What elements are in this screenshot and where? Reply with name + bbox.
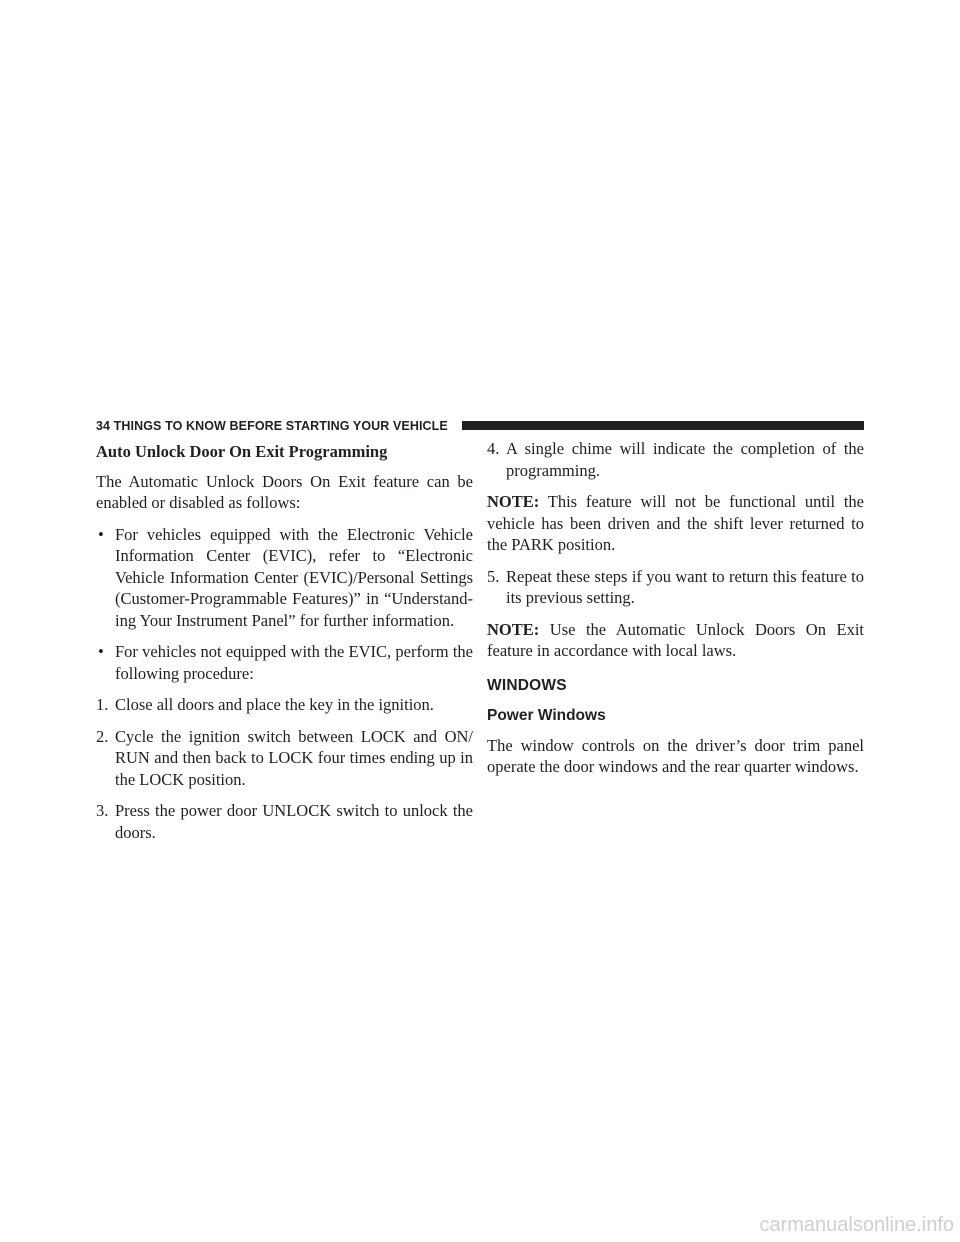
step-item [96,800,473,843]
page-header-text: 34 THINGS TO KNOW BEFORE STARTING YOUR VEHICLE [96,419,448,433]
bullet-text: For vehicles not equipped with the EVIC, perform the following procedure: [115,642,473,683]
step-number: 3. [96,801,109,820]
note-label: NOTE: [487,619,540,639]
watermark: carmanualsonline.info [759,1214,954,1236]
step-item [96,694,473,716]
step-item [96,726,473,791]
section-title: Auto Unlock Door On Exit Programming [96,442,388,461]
bullet-dot-icon: • [98,642,104,661]
note-label: NOTE: [487,492,540,511]
step-text: A single chime will indicate the completion of the programming. [506,439,864,480]
step-text: Repeat these steps if you want to return this feature to its previous setting. [506,566,864,607]
bullet-dot-icon: • [98,524,104,544]
page-header [96,419,864,433]
header-rule [462,421,864,430]
step-text: Close all doors and place the key in the ignition. [115,695,434,714]
section-heading-windows: WINDOWS [487,676,567,694]
left-column [96,438,473,853]
step-text: Cycle the ignition switch between LOCK and ON/ RUN and then back to LOCK four times ending up in the LOCK position. [115,726,473,789]
bullet-text: For vehicles equipped with the Electronic Vehicle Information Center (EVIC), refer to “Electronic Vehicle Information Center (EVIC)/Personal Settings (Customer-Programmable Features)” in “Understand-ing Your Instrument Panel” for further information. [115,524,473,630]
note-paragraph [487,619,864,662]
note-text: Use the Automatic Unlock Doors On Exit feature in accordance with local laws. [487,619,864,660]
note-text: This feature will not be functional until the vehicle has been driven and the shift lever returned to the PARK position. [487,492,865,554]
subheading-power-windows: Power Windows [487,706,606,724]
step-number: 5. [487,566,500,586]
bullet-item [96,641,473,684]
step-number: 1. [96,695,109,714]
step-item [487,438,864,481]
bullet-item [96,524,473,632]
step-item [487,566,864,609]
step-number: 2. [96,726,109,746]
right-column [487,438,864,788]
windows-paragraph: The window controls on the driver’s door trim panel operate the door windows and the rear quarter windows. [487,735,864,776]
intro-paragraph: The Automatic Unlock Doors On Exit feature can be enabled or disabled as follows: [96,471,473,512]
step-number: 4. [487,439,500,458]
step-text: Press the power door UNLOCK switch to unlock the doors. [115,801,473,842]
note-paragraph [487,491,864,556]
